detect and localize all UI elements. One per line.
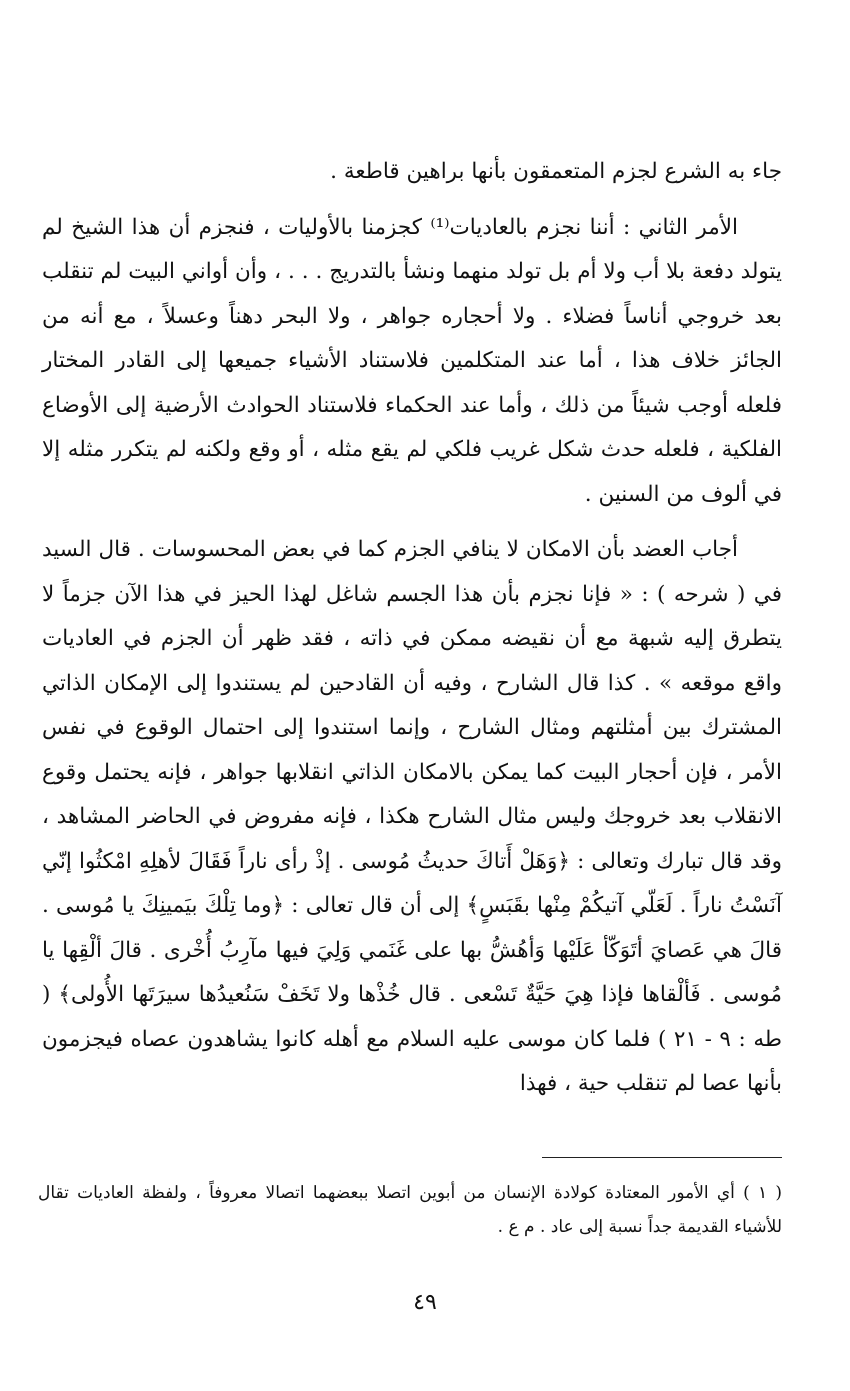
footnote: ( ١ ) أي الأمور المعتادة كولادة الإنسان من أبوين اتصلا ببعضهما اتصالا معروفاً ، ولفظة العاديات تقال للأشياء القديمة جداً نسبة إلى عاد . م ع .: [38, 1183, 782, 1237]
paragraph-continuation: جاء به الشرع لجزم المتعمقون بأنها براهين قاطعة .: [330, 159, 782, 184]
paragraph-adud-answer: أجاب العضد بأن الامكان لا ينافي الجزم كما في بعض المحسوسات . قال السيد في ( شرحه ) : « فإنا نجزم بأن هذا الجسم شاغل لهذا الحيز في هذا الآن جزماً لا يتطرق إليه شبهة مع أن نقيضه ممكن في ذاته ، فقد ظهر أن الجزم في العاديات واقع موقعه » . كذا قال الشارح ، وفيه أن القادحين لم يستندوا إلى الإمكان الذاتي المشترك بين أمثلتهم ومثال الشارح ، وإنما استندوا إلى احتمال الوقوع في نفس الأمر ، فإن أحجار البيت كما يمكن بالامكان الذاتي انقلابها جواهر ، فإنه يحتمل وقوع الانقلاب بعد خروجك وليس مثال الشارح هكذا ، فإنه مفروض في الحاضر المشاهد ، وقد قال تبارك وتعالى : ﴿وَهَلْ أَتاكَ حديثُ مُوسى . إذْ رأى ناراً فَقَالَ لأهلِهِ امْكثُوا إنّي آنَسْتُ ناراً . لَعَلّي آتيكُمْ مِنْها بقَبَسٍ﴾ إلى أن قال تعالى : ﴿وما تِلْكَ بيَمينِكَ يا مُوسى . قالَ هي عَصايَ أتَوَكّأ عَلَيْها وَأهُشُّ بها على غَنَمي وَلِيَ فيها مآرِبُ أُخْرى . قالَ ألْقِها يا مُوسى . فَألْقاها فإذا هِيَ حَيَّةٌ تَسْعى . قال خُذْها ولا تَخَفْ سَنُعيدُها سيرَتَها الأُولى﴾ ( طه : ٩ - ٢١ ) فلما كان موسى عليه السلام مع أهله كانوا يشاهدون عصاه فيجزمون بأنها عصا لم تنقلب حية ، فهذا: [42, 537, 782, 1096]
footnote-separator: [542, 1157, 782, 1158]
main-text: [42, 150, 782, 1107]
page-number: ٤٩: [413, 1290, 437, 1315]
paragraph-second-matter: الأمر الثاني : أننا نجزم بالعاديات⁽¹⁾ كجزمنا بالأوليات ، فنجزم أن هذا الشيخ لم يتولد دفعة بلا أب ولا أم بل تولد منهما ونشأ بالتدريج . . . ، وأن أواني البيت لم تنقلب بعد خروجي أناساً فضلاء . ولا أحجاره جواهر ، ولا البحر دهناً وعسلاً ، مع أنه من الجائز خلاف هذا ، أما عند المتكلمين فلاستناد الأشياء جميعها إلى القادر المختار فلعله أوجب شيئاً من ذلك ، وأما عند الحكماء فلاستناد الحوادث الأرضية إلى الأوضاع الفلكية ، فلعله حدث شكل غريب فلكي لم يقع مثله ، أو وقع ولكنه لم يتكرر مثله إلا في ألوف من السنين .: [42, 214, 782, 507]
